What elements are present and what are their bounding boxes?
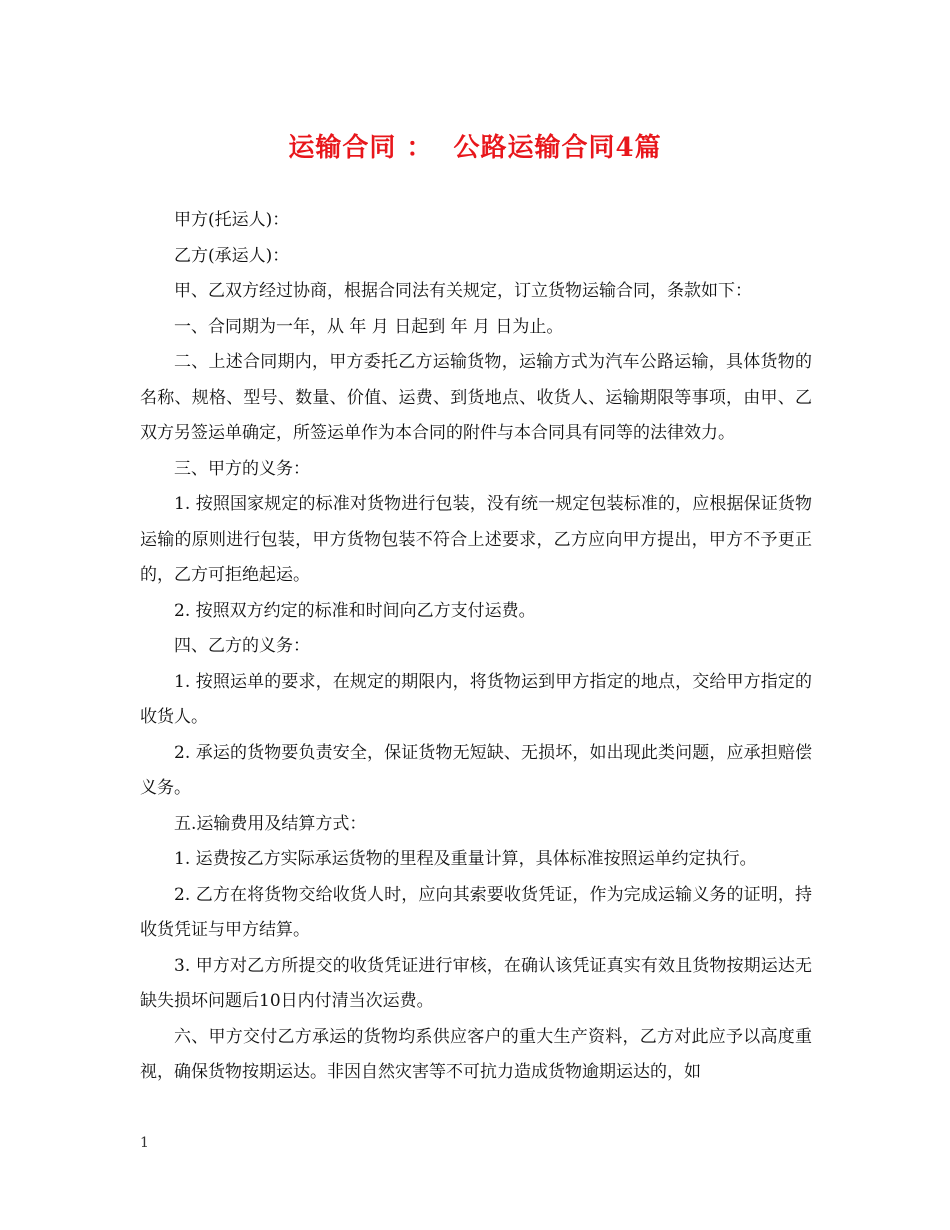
clause-6: 六、甲方交付乙方承运的货物均系供应客户的重大生产资料，乙方对此应予以高度重视，确保货物按期运达。非因自然灾害等不可抗力造成货物逾期运达的，如 [140, 1026, 812, 1082]
clause-3-item-1: 1. 按照国家规定的标准对货物进行包装，没有统一规定包装标准的，应根据保证货物运输的原则进行包装，甲方货物包装不符合上述要求，乙方应向甲方提出，甲方不予更正的，乙方可拒绝起运。 [140, 494, 812, 585]
clause-5-item-3: 3. 甲方对乙方所提交的收货凭证进行审核，在确认该凭证真实有效且货物按期运达无缺失损坏问题后10日内付清当次运费。 [140, 955, 812, 1011]
clause-4-item-2: 2. 承运的货物要负责安全，保证货物无短缺、无损坏，如出现此类问题，应承担赔偿义务。 [140, 742, 812, 798]
clause-5-item-2: 2. 乙方在将货物交给收货人时，应向其索要收货凭证，作为完成运输义务的证明，持收货凭证与甲方结算。 [140, 884, 812, 940]
page-number: 1 [140, 1135, 149, 1151]
clause-1: 一、合同期为一年，从 年 月 日起到 年 月 日为止。 [174, 316, 564, 337]
clause-2: 二、上述合同期内，甲方委托乙方运输货物，运输方式为汽车公路运输，具体货物的名称、规格、型号、数量、价值、运费、到货地点、收货人、运输期限等事项，由甲、乙双方另签运单确定，所签运单作为本合同的附件与本合同具有同等的法律效力。 [140, 352, 812, 443]
clause-5-item-1: 1. 运费按乙方实际承运货物的里程及重量计算，具体标准按照运单约定执行。 [174, 849, 757, 869]
party-a-line: 甲方(托运人)： [174, 210, 290, 230]
clause-3-heading: 三、甲方的义务： [174, 458, 310, 479]
document-title: 运输合同 ： 公路运输合同4篇 [288, 133, 662, 163]
contract-preamble: 甲、乙双方经过协商，根据合同法有关规定，订立货物运输合同，条款如下： [174, 281, 752, 301]
clause-4-item-1: 1. 按照运单的要求，在规定的期限内，将货物运到甲方指定的地点，交给甲方指定的收货人。 [140, 671, 812, 727]
document-body [140, 203, 812, 1091]
clause-3-item-2: 2. 按照双方约定的标准和时间向乙方支付运费。 [174, 600, 536, 621]
clause-5-heading: 五.运输费用及结算方式： [174, 813, 367, 834]
clause-4-heading: 四、乙方的义务： [174, 636, 310, 656]
party-b-line: 乙方(承运人)： [174, 245, 290, 266]
